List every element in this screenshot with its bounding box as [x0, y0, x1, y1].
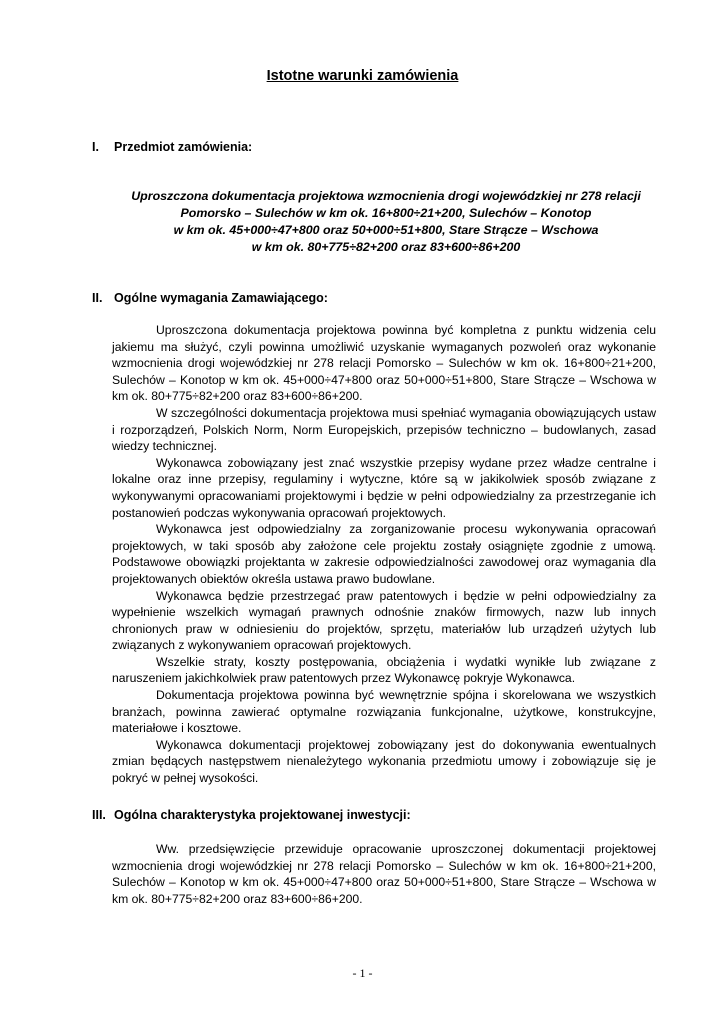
subject-line: w km ok. 80+775÷82+200 oraz 83+600÷86+200 — [251, 240, 521, 254]
subject-line: Pomorsko – Sulechów w km ok. 16+800÷21+200, Sulechów – Konotop — [180, 206, 592, 220]
section-2-body — [112, 322, 656, 787]
section-2-number: II. — [92, 291, 103, 305]
section-1-title: Przedmiot zamówienia: — [114, 140, 253, 154]
page-title: Istotne warunki zamówienia — [266, 68, 459, 84]
section-3-number: III. — [92, 808, 106, 822]
section-2-heading — [92, 291, 328, 305]
subject-line: Uproszczona dokumentacja projektowa wzmocnienia drogi wojewódzkiej nr 278 relacji — [131, 189, 641, 203]
paragraph: Wszelkie straty, koszty postępowania, obciążenia i wydatki wynikłe lub związane z naruszeniem jakichkolwiek praw patentowych przez Wykonawcę pokryje Wykonawca. — [112, 654, 656, 686]
paragraph: Wykonawca jest odpowiedzialny za zorganizowanie procesu wykonywania opracowań projektowych, w taki sposób aby założone cele projektu zostały osiągnięte zgodnie z umową. Podstawowe obowiązki projektanta w zakresie odpowiedzialności zawodowej oraz wymagania dla projektowanych obiektów określa ustawa prawo budowlane. — [112, 522, 656, 586]
section-3-body — [112, 841, 656, 907]
paragraph: W szczególności dokumentacja projektowa musi spełniać wymagania obowiązujących ustaw i rozporządzeń, Polskich Norm, Norm Europejskich, przepisów techniczno – budowlanych, zasad wiedzy technicznej. — [112, 405, 656, 454]
order-subject — [112, 188, 660, 256]
paragraph: Ww. przedsięwzięcie przewiduje opracowanie uproszczonej dokumentacji projektowej wzmocnienia drogi wojewódzkiej nr 278 relacji Pomorsko – Sulechów w km ok. 16+800÷21+200, Sulechów – Konotop w km ok. 45+000÷47+800 oraz 50+000÷51+800, Stare Strącze – Wschowa w km ok. 80+775÷82+200 oraz 83+600÷86+200. — [112, 842, 656, 906]
section-3-heading — [92, 808, 411, 822]
section-3-title: Ogólna charakterystyka projektowanej inwestycji: — [114, 808, 411, 822]
paragraph: Wykonawca będzie przestrzegać praw patentowych i będzie w pełni odpowiedzialny za wypełnienie wszelkich wymagań prawnych odnośnie znaków firmowych, nazw lub innych chronionych praw w odniesieniu do projektów, sprzętu, materiałów lub urządzeń użytych lub związanych z wykonywaniem opracowań projektowych. — [112, 588, 656, 653]
paragraph: Wykonawca dokumentacji projektowej zobowiązany jest do dokonywania ewentualnych zmian będących następstwem nienależytego wykonania przedmiotu umowy i zobowiązuje się je pokryć w pełnej wysokości. — [112, 737, 656, 786]
subject-line: w km ok. 45+000÷47+800 oraz 50+000÷51+800, Stare Strącze – Wschowa — [173, 223, 599, 237]
section-1-heading — [92, 140, 252, 154]
paragraph: Uproszczona dokumentacja projektowa powinna być kompletna z punktu widzenia celu jakiemu ma służyć, czyli powinna umożliwić uzyskanie wymaganych pozwoleń oraz wykonanie wzmocnienia drogi wojewódzkiej nr 278 relacji Pomorsko – Sulechów w km ok. 16+800÷21+200, Sulechów – Konotop w km ok. 45+000÷47+800 oraz 50+000÷51+800, Stare Strącze – Wschowa w km ok. 80+775÷82+200 oraz 83+600÷86+200. — [112, 323, 656, 404]
section-2-title: Ogólne wymagania Zamawiającego: — [114, 291, 328, 305]
paragraph: Dokumentacja projektowa powinna być wewnętrznie spójna i skorelowana we wszystkich branżach, powinna zawierać optymalne rozwiązania funkcjonalne, użytkowe, konstrukcyjne, materiałowe i kosztowe. — [112, 688, 656, 736]
section-1-number: I. — [92, 140, 99, 154]
paragraph: Wykonawca zobowiązany jest znać wszystkie przepisy wydane przez władze centralne i lokalne oraz inne przepisy, regulaminy i wytyczne, które są w jakikolwiek sposób związane z wykonywanymi opracowaniami projektowymi i będzie w pełni odpowiedzialny za przestrzeganie ich postanowień podczas wykonywania opracowań projektowych. — [112, 455, 656, 520]
page-number: - 1 - — [352, 966, 373, 980]
